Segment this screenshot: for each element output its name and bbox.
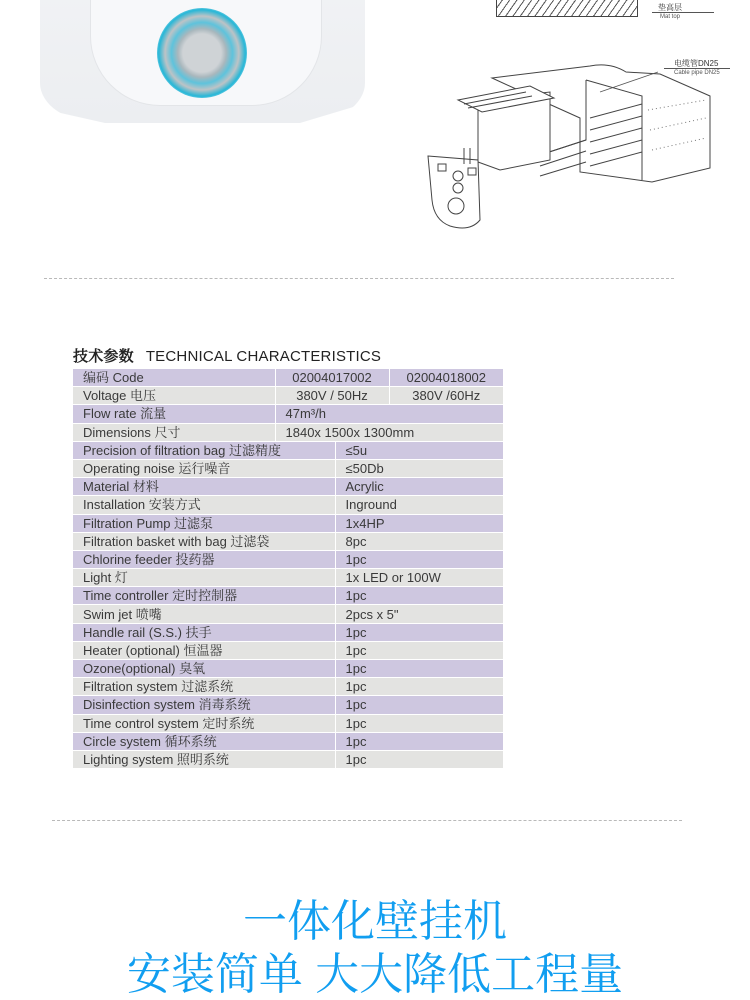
spec-value: 1pc (335, 732, 503, 750)
spec-label: Ozone(optional) 臭氧 (73, 660, 335, 678)
table-row (73, 714, 503, 732)
spec-label: Dimensions 尺寸 (73, 423, 275, 441)
table-row (73, 441, 503, 459)
table-row (73, 569, 503, 587)
spec-value: 1840x 1500x 1300mm (275, 423, 503, 441)
mat-top-label-cn: 垫高层 (658, 3, 682, 12)
spec-label: Circle system 循环系统 (73, 732, 335, 750)
spec-label: Installation 安装方式 (73, 496, 335, 514)
spec-table (73, 369, 503, 769)
table-row (73, 387, 503, 405)
table-row (73, 623, 503, 641)
table-row (73, 369, 503, 387)
tech-section-title (73, 345, 381, 366)
product-image-wall-unit (40, 0, 365, 123)
spec-value: Acrylic (335, 478, 503, 496)
spec-value: 380V / 50Hz (275, 387, 389, 405)
table-row (73, 405, 503, 423)
pool-cutaway-drawing (420, 0, 730, 250)
spec-label: Handle rail (S.S.) 扶手 (73, 623, 335, 641)
table-row (73, 514, 503, 532)
spec-label: Swim jet 喷嘴 (73, 605, 335, 623)
spec-value: 1pc (335, 714, 503, 732)
spec-label: Disinfection system 消毒系统 (73, 696, 335, 714)
table-row (73, 678, 503, 696)
spec-value: Inground (335, 496, 503, 514)
spec-value: 1pc (335, 678, 503, 696)
spec-value: 1pc (335, 550, 503, 568)
section-divider (52, 820, 682, 821)
section-divider (44, 278, 674, 279)
spec-value: 1pc (335, 660, 503, 678)
cable-pipe-label-en: Cable pipe DN25 (674, 70, 720, 76)
spec-value: 1pc (335, 696, 503, 714)
headline-line-1: 一体化壁挂机 (243, 897, 507, 946)
spec-label: Material 材料 (73, 478, 335, 496)
spec-value: 02004017002 (275, 369, 389, 387)
spec-value: 8pc (335, 532, 503, 550)
headline-line-2: 安装简单 大大降低工程量 (126, 950, 624, 999)
table-row (73, 478, 503, 496)
table-row (73, 550, 503, 568)
spec-label: Chlorine feeder 投药器 (73, 550, 335, 568)
spec-value: 1pc (335, 623, 503, 641)
mat-top-label-en: Mat top (660, 14, 681, 20)
led-light-icon (157, 8, 247, 98)
spec-value: 47m³/h (275, 405, 503, 423)
tech-title-en: TECHNICAL CHARACTERISTICS (145, 348, 382, 365)
table-row (73, 423, 503, 441)
spec-label: Precision of filtration bag 过滤精度 (73, 441, 335, 459)
spec-value: 380V /60Hz (389, 387, 503, 405)
table-row (73, 459, 503, 477)
spec-label: Filtration system 过滤系统 (73, 678, 335, 696)
table-row (73, 587, 503, 605)
spec-label: Operating noise 运行噪音 (73, 459, 335, 477)
table-row (73, 496, 503, 514)
table-row (73, 750, 503, 768)
spec-value: 2pcs x 5" (335, 605, 503, 623)
spec-value: 1pc (335, 587, 503, 605)
spec-value: 1pc (335, 750, 503, 768)
table-row (73, 641, 503, 659)
spec-value: ≤5u (335, 441, 503, 459)
spec-label: Voltage 电压 (73, 387, 275, 405)
spec-value: 1pc (335, 641, 503, 659)
installation-diagram (420, 0, 730, 250)
spec-label: Time controller 定时控制器 (73, 587, 335, 605)
spec-label: Time control system 定时系统 (73, 714, 335, 732)
spec-value: 02004018002 (389, 369, 503, 387)
tech-title-cn: 技术参数 (73, 348, 134, 365)
spec-label: Heater (optional) 恒温器 (73, 641, 335, 659)
table-row (73, 660, 503, 678)
spec-value: 1x4HP (335, 514, 503, 532)
cable-pipe-label-cn: 电缆管DN25 (674, 59, 719, 68)
spec-value: ≤50Db (335, 459, 503, 477)
table-row (73, 532, 503, 550)
spec-label: Flow rate 流量 (73, 405, 275, 423)
table-row (73, 605, 503, 623)
spec-label: Lighting system 照明系统 (73, 750, 335, 768)
spec-label: Filtration Pump 过滤泵 (73, 514, 335, 532)
spec-value: 1x LED or 100W (335, 569, 503, 587)
table-row (73, 732, 503, 750)
table-row (73, 696, 503, 714)
spec-label: 编码 Code (73, 369, 275, 387)
spec-label: Filtration basket with bag 过滤袋 (73, 532, 335, 550)
spec-label: Light 灯 (73, 569, 335, 587)
